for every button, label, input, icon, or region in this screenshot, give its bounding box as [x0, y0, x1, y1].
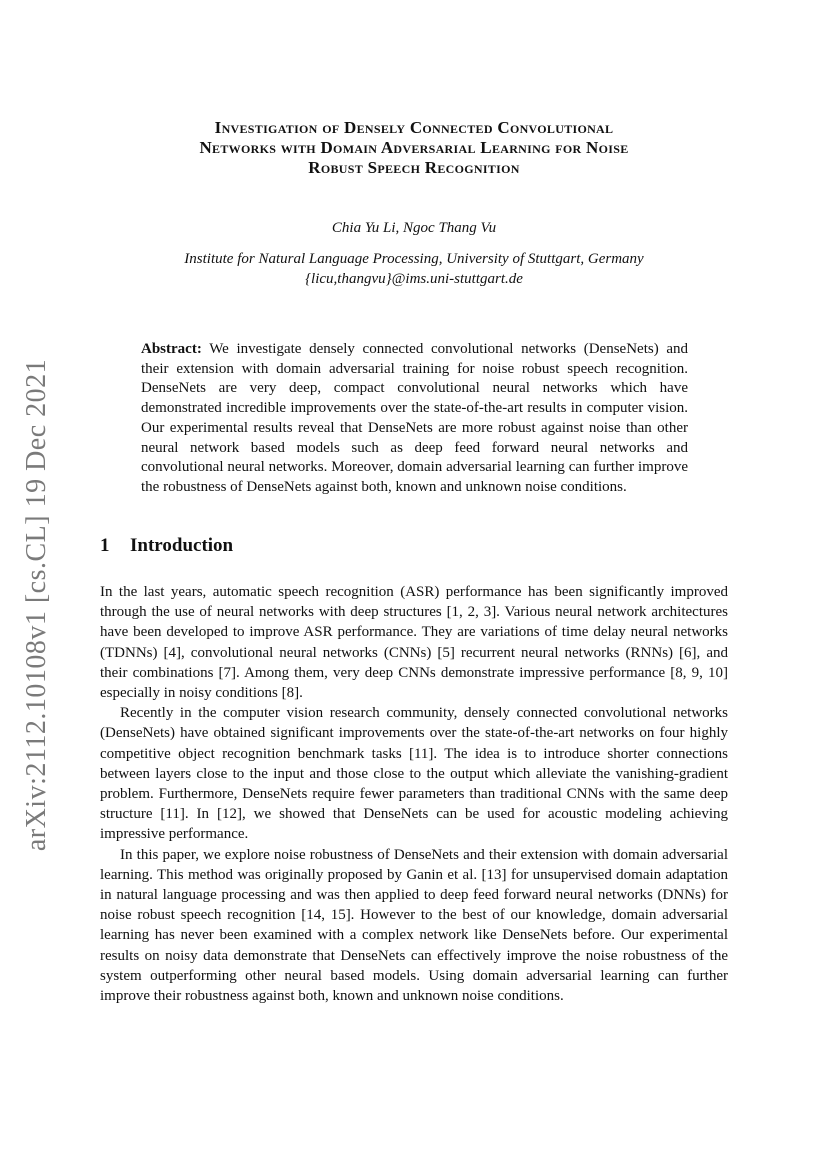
abstract-text: We investigate densely connected convolutional networks (DenseNets) and their extension with domain adversarial training for noise robust speech recognition. DenseNets are very deep, compact convolutional neural networks which have demonstrated incredible improvements over the state-of-the-art results in computer vision. Our experimental results reveal that DenseNets are more robust against noise than other neural network based models such as deep feed forward neural networks and convolutional neural networks. Moreover, domain adversarial learning can further improve the robustness of DenseNets against both, known and unknown noise conditions. [141, 341, 688, 495]
title-line-2: Networks with Domain Adversarial Learning for Noise [199, 138, 629, 157]
author-list: Chia Yu Li, Ngoc Thang Vu [331, 220, 497, 236]
section-number: 1 [100, 535, 110, 556]
body-paragraph-3: In this paper, we explore noise robustness of DenseNets and their extension with domain adversarial learning. This method was originally proposed by Ganin et al. [13] for unsupervised domain adaptation in natural language processing and was then applied to deep feed forward neural networks (DNNs) for noise robust speech recognition [14, 15]. However to the best of our knowledge, domain adversarial learning has never been examined with a complex network like DenseNets before. Our experimental results on noisy data demonstrate that DenseNets can effectively improve the noise robustness of the system outperforming other neural based models. Using domain adversarial learning can further improve their robustness against both, known and unknown noise conditions. [100, 846, 728, 1005]
paper-title [100, 118, 728, 178]
section-title: Introduction [130, 535, 234, 556]
body-paragraph-2: Recently in the computer vision research community, densely connected convolutional networks (DenseNets) have obtained significant improvements over the state-of-the-art networks on four highly competitive object recognition benchmark tasks [11]. The idea is to introduce shorter connections between layers close to the input and those close to the output which alleviate the vanishing-gradient problem. Furthermore, DenseNets require fewer parameters than traditional CNNs with the same deep structure [11]. In [12], we showed that DenseNets can be used for acoustic modeling achieving impressive performance. [100, 705, 728, 843]
affiliation-institution: Institute for Natural Language Processing, University of Stuttgart, Germany [184, 251, 644, 267]
section-heading [100, 535, 233, 557]
title-line-1: Investigation of Densely Connected Convolutional [214, 118, 614, 137]
abstract-block [141, 340, 688, 498]
abstract-label: Abstract: [141, 341, 202, 357]
affiliation-block [100, 249, 728, 289]
arxiv-identifier-stamp [14, 358, 60, 852]
introduction-body [100, 582, 728, 1006]
body-paragraph-1: In the last years, automatic speech recognition (ASR) performance has been significantly improved through the use of neural networks with deep structures [1, 2, 3]. Various neural network architectures have been developed to improve ASR performance. They are variations of time delay neural networks (TDNNs) [4], convolutional neural networks (CNNs) [5] recurrent neural networks (RNNs) [6], and their combinations [7]. Among them, very deep CNNs demonstrate impressive performance [8, 9, 10] especially in noisy conditions [8]. [100, 584, 728, 702]
affiliation-email: {licu,thangvu}@ims.uni-stuttgart.de [305, 271, 523, 287]
title-line-3: Robust Speech Recognition [308, 158, 520, 177]
arxiv-identifier-text: arXiv:2112.10108v1 [cs.CL] 19 Dec 2021 [21, 358, 53, 852]
